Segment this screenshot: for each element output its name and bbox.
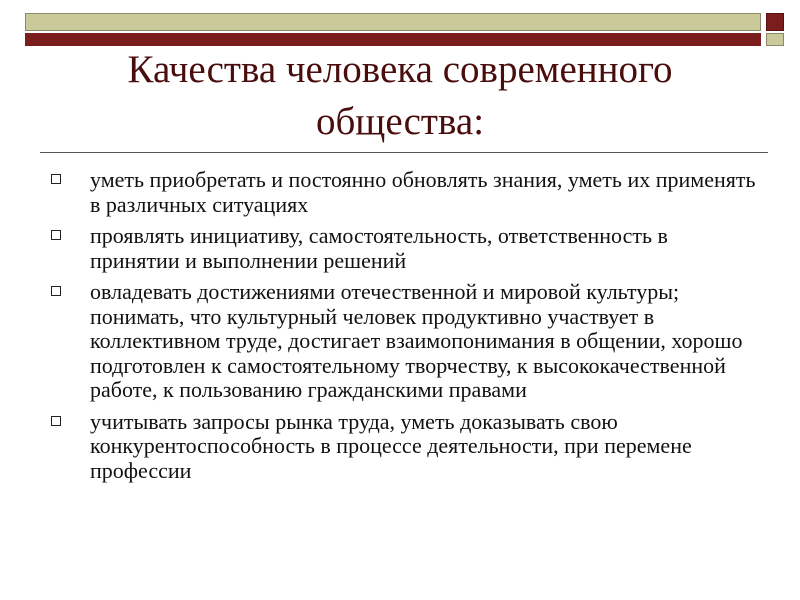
- bullet-text: учитывать запросы рынка труда, уметь доказывать свою конкурентоспособность в процессе деятельности, при перемене профессии: [90, 408, 692, 483]
- hollow-square-icon: [51, 174, 61, 184]
- hollow-square-icon: [51, 416, 61, 426]
- hollow-square-icon: [51, 286, 61, 296]
- bullet-text: уметь приобретать и постоянно обновлять знания, уметь их применять в различных ситуациях: [90, 167, 756, 217]
- bullet-text: проявлять инициативу, самостоятельность, ответственность в принятии и выполнении решений: [90, 223, 668, 273]
- corner-square-maroon: [766, 13, 784, 31]
- header-bar-olive: [25, 13, 761, 31]
- bullet-list: [48, 168, 758, 490]
- bullet-item: [48, 168, 758, 217]
- bullet-text: овладевать достижениями отечественной и мировой культуры; понимать, что культурный человек продуктивно участвует в коллективном труде, достигает взаимопонимания в общении, хорошо подготовлен к самостоятельному творчеству, к высококачественной работе, к пользованию гражданскими правами: [90, 279, 743, 402]
- bullet-item: [48, 280, 758, 403]
- slide-title: Качества человека современного общества:: [127, 48, 673, 143]
- bullet-item: [48, 224, 758, 273]
- corner-square-olive: [766, 33, 784, 46]
- title-divider: [40, 152, 768, 153]
- hollow-square-icon: [51, 230, 61, 240]
- bullet-item: [48, 410, 758, 484]
